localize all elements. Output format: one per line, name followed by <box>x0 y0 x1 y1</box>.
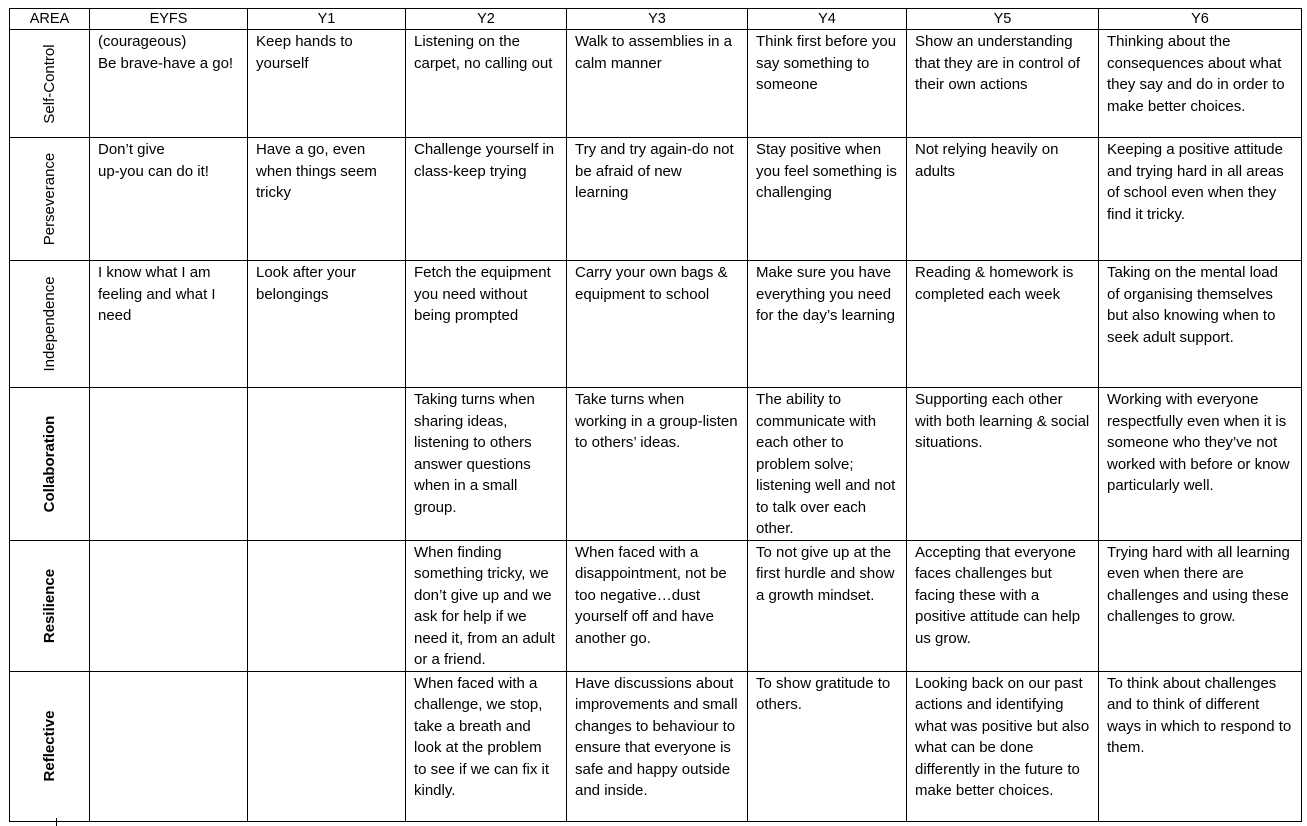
header-eyfs: EYFS <box>90 9 248 30</box>
cell-y6: Working with everyone respectfully even when it is someone who they’ve not worked with before or know particularly well. <box>1099 388 1302 541</box>
cell-eyfs: Don’t give up-you can do it! <box>90 138 248 261</box>
area-cell <box>10 261 90 388</box>
cell-y2: When faced with a challenge, we stop, take a breath and look at the problem to see if we can fix it kindly. <box>406 671 567 821</box>
cell-y4: To not give up at the first hurdle and show a growth mindset. <box>748 540 907 671</box>
cell-eyfs: (courageous) Be brave-have a go! <box>90 30 248 138</box>
cell-y2: Challenge yourself in class-keep trying <box>406 138 567 261</box>
cell-y4: Make sure you have everything you need for the day’s learning <box>748 261 907 388</box>
area-label: Reflective <box>40 710 58 782</box>
cell-y1 <box>248 388 406 541</box>
cell-y5: Show an understanding that they are in control of their own actions <box>907 30 1099 138</box>
cell-y6: Taking on the mental load of organising themselves but also knowing when to seek adult support. <box>1099 261 1302 388</box>
cell-y4: The ability to communicate with each other to problem solve; listening well and not to talk over each other. <box>748 388 907 541</box>
cell-y6: Thinking about the consequences about what they say and do in order to make better choices. <box>1099 30 1302 138</box>
row-independence <box>10 261 1302 388</box>
cell-y4: To show gratitude to others. <box>748 671 907 821</box>
cell-y2: When finding something tricky, we don’t give up and we ask for help if we need it, from an adult or a friend. <box>406 540 567 671</box>
cell-y5: Reading & homework is completed each week <box>907 261 1099 388</box>
cell-eyfs <box>90 540 248 671</box>
area-cell <box>10 138 90 261</box>
cell-y3: Carry your own bags & equipment to school <box>567 261 748 388</box>
cell-eyfs: I know what I am feeling and what I need <box>90 261 248 388</box>
cell-y1: Have a go, even when things seem tricky <box>248 138 406 261</box>
cell-y3: Take turns when working in a group-listen to others’ ideas. <box>567 388 748 541</box>
cell-y6: Trying hard with all learning even when there are challenges and using these challenges to grow. <box>1099 540 1302 671</box>
cell-y3: Try and try again-do not be afraid of new learning <box>567 138 748 261</box>
cell-y5: Supporting each other with both learning & social situations. <box>907 388 1099 541</box>
cell-y3: When faced with a disappointment, not be too negative…dust yourself off and have another go. <box>567 540 748 671</box>
row-resilience <box>10 540 1302 671</box>
area-cell <box>10 30 90 138</box>
margin-tick-mark <box>56 818 57 826</box>
cell-y3: Walk to assemblies in a calm manner <box>567 30 748 138</box>
cell-y1: Keep hands to yourself <box>248 30 406 138</box>
row-collaboration <box>10 388 1302 541</box>
cell-y6: Keeping a positive attitude and trying hard in all areas of school even when they find it tricky. <box>1099 138 1302 261</box>
row-self-control <box>10 30 1302 138</box>
area-label: Resilience <box>40 568 58 643</box>
cell-y6: To think about challenges and to think of different ways in which to respond to them. <box>1099 671 1302 821</box>
header-y1: Y1 <box>248 9 406 30</box>
area-cell <box>10 671 90 821</box>
area-label: Perseverance <box>40 152 58 246</box>
cell-y1: Look after your belongings <box>248 261 406 388</box>
header-y5: Y5 <box>907 9 1099 30</box>
header-y2: Y2 <box>406 9 567 30</box>
area-label: Independence <box>40 276 58 372</box>
area-cell <box>10 388 90 541</box>
cell-y1 <box>248 540 406 671</box>
row-reflective <box>10 671 1302 821</box>
header-y4: Y4 <box>748 9 907 30</box>
header-area: AREA <box>10 9 90 30</box>
values-table <box>9 8 1302 822</box>
cell-y2: Taking turns when sharing ideas, listening to others answer questions when in a small group. <box>406 388 567 541</box>
cell-y2: Listening on the carpet, no calling out <box>406 30 567 138</box>
cell-y4: Think first before you say something to someone <box>748 30 907 138</box>
header-row <box>10 9 1302 30</box>
header-y6: Y6 <box>1099 9 1302 30</box>
cell-y1 <box>248 671 406 821</box>
area-label: Self-Control <box>40 43 58 124</box>
row-perseverance <box>10 138 1302 261</box>
cell-y4: Stay positive when you feel something is challenging <box>748 138 907 261</box>
header-y3: Y3 <box>567 9 748 30</box>
cell-eyfs <box>90 388 248 541</box>
cell-y5: Not relying heavily on adults <box>907 138 1099 261</box>
cell-y5: Accepting that everyone faces challenges but facing these with a positive attitude can help us grow. <box>907 540 1099 671</box>
area-cell <box>10 540 90 671</box>
cell-y2: Fetch the equipment you need without being prompted <box>406 261 567 388</box>
area-label: Collaboration <box>40 415 58 513</box>
cell-y3: Have discussions about improvements and small changes to behaviour to ensure that everyone is safe and happy outside and inside. <box>567 671 748 821</box>
cell-eyfs <box>90 671 248 821</box>
cell-y5: Looking back on our past actions and identifying what was positive but also what can be done differently in the future to make better choices. <box>907 671 1099 821</box>
